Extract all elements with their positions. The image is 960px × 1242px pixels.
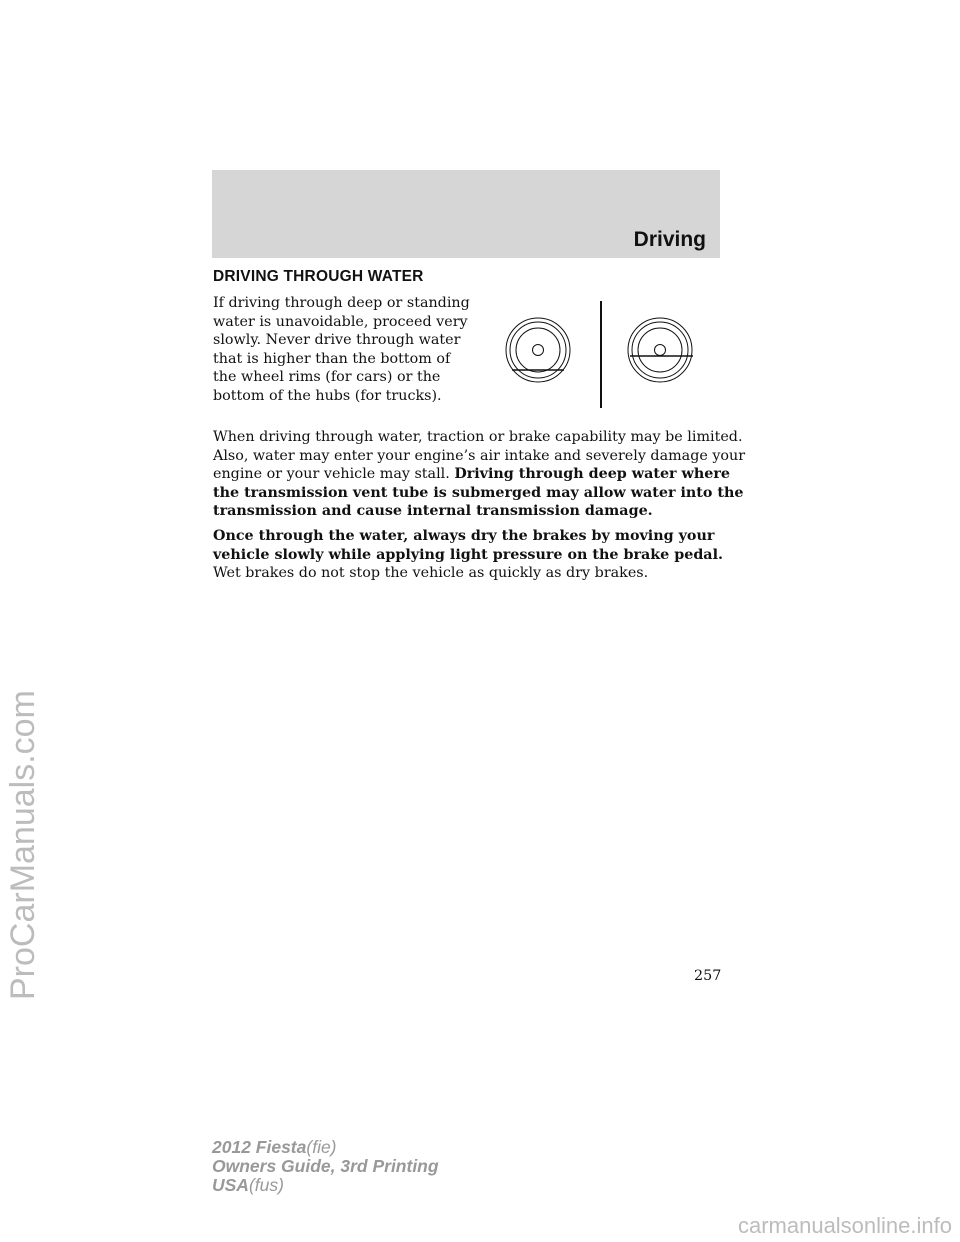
footer-model-code: (fie) — [306, 1137, 337, 1157]
warning-text-line: transmission and cause internal transmission damage. — [213, 503, 653, 520]
paragraph-traction — [213, 428, 746, 521]
warning-text-line: vehicle slowly while applying light pressure on the brake pedal. — [213, 546, 723, 563]
car-wheel-icon — [506, 318, 570, 382]
warning-text-line: the transmission vent tube is submerged may allow water into the — [213, 484, 744, 501]
text-segment: engine or your vehicle may stall. — [213, 466, 455, 483]
warning-text-line: Once through the water, always dry the brakes by moving your — [213, 527, 715, 544]
footer-market: USA — [212, 1175, 249, 1195]
intro-line: bottom of the hubs (for trucks). — [213, 387, 442, 404]
truck-wheel-icon — [628, 318, 693, 382]
footer-line — [212, 1138, 439, 1157]
intro-paragraph — [213, 294, 470, 406]
text-line: Wet brakes do not stop the vehicle as quickly as dry brakes. — [213, 565, 649, 582]
text-line: When driving through water, traction or brake capability may be limited. — [213, 429, 743, 445]
footer-guide: Owners Guide, 3rd Printing — [212, 1156, 439, 1176]
body-text — [213, 428, 746, 589]
section-header-band — [212, 170, 720, 258]
footer-edition-info — [212, 1138, 439, 1195]
section-heading: DRIVING THROUGH WATER — [213, 268, 424, 285]
section-title: Driving — [633, 228, 706, 251]
footer-line — [212, 1176, 439, 1195]
text-line: Also, water may enter your engine’s air intake and severely damage your — [213, 447, 746, 464]
watermark-left: ProCarManuals.com — [4, 690, 42, 1000]
intro-line: the wheel rims (for cars) or the — [213, 369, 441, 386]
intro-line: If driving through deep or standing — [213, 295, 470, 311]
watermark-bottom: carmanualsonline.info — [737, 1213, 952, 1238]
footer-market-code: (fus) — [248, 1175, 284, 1195]
wheel-water-level-illustration — [500, 296, 700, 410]
intro-line: slowly. Never drive through water — [213, 332, 461, 349]
footer-model: 2012 Fiesta — [212, 1137, 307, 1157]
text-line — [213, 465, 733, 484]
intro-line: that is higher than the bottom of — [213, 350, 451, 367]
paragraph-brakes — [213, 527, 733, 583]
page-number: 257 — [694, 968, 722, 984]
intro-line: water is unavoidable, proceed very — [213, 313, 468, 330]
warning-text-segment: Driving through deep water where — [454, 466, 730, 483]
